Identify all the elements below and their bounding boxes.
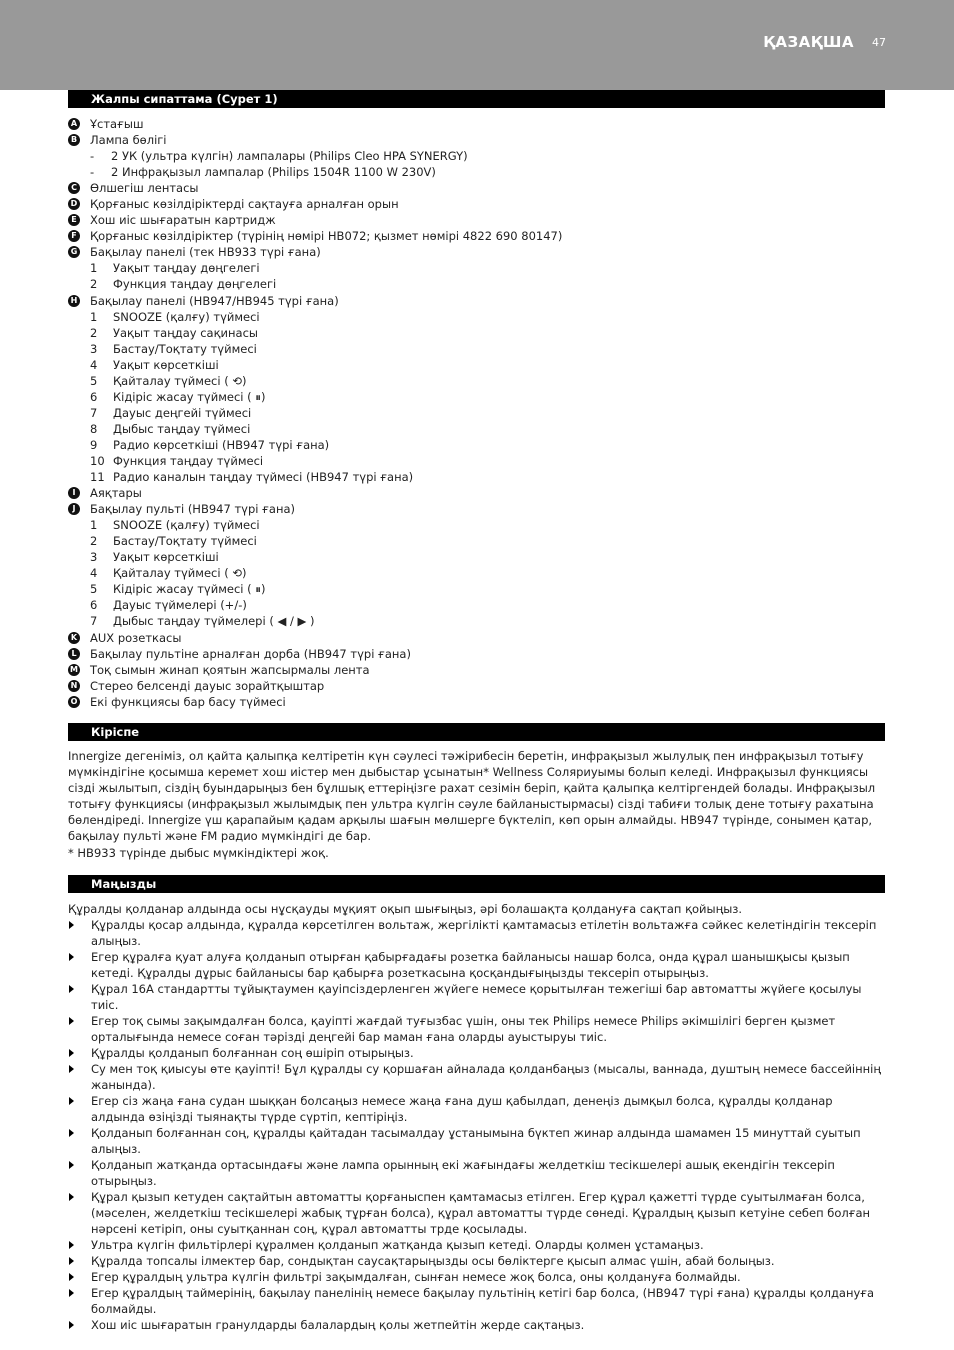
section-heading-important: Маңызды — [68, 875, 885, 893]
item-letter-badge: A — [68, 118, 80, 130]
bullet-arrow-icon — [69, 1289, 74, 1297]
item-letter-badge: C — [68, 182, 80, 194]
list-item — [68, 212, 888, 228]
list-item — [68, 421, 888, 437]
item-text: Қорғаныс көзілдіріктерді сақтауға арналған орын — [90, 197, 399, 212]
sub-item-text: 2 Инфрақызыл лампалар (Philips 1504R 1100 W 230V) — [111, 165, 436, 180]
bullet-text: Құралды қолданып болғаннан соң өшіріп отырыңыз. — [91, 1046, 414, 1060]
item-number: 3 — [90, 341, 98, 356]
warning-bullet — [68, 1269, 888, 1285]
item-text: Бақылау панелі (тек HB933 түрі ғана) — [90, 245, 321, 260]
item-number: 1 — [90, 518, 98, 533]
warning-bullet — [68, 1045, 888, 1061]
sub-item-text: Функция таңдау түймесі — [113, 453, 264, 468]
bullet-text: Қолданып болғаннан соң, құралды қайтадан тасымалдау ұстанымына бүктеп жинар алдында шамамен 15 минуттай суытып алыңыз. — [91, 1126, 861, 1156]
list-item — [68, 373, 888, 389]
warning-bullet — [68, 1157, 888, 1189]
sub-item-text: Дауыс деңгейі түймесі — [113, 405, 252, 420]
list-item — [68, 164, 888, 180]
list-item — [68, 646, 888, 662]
list-item — [68, 533, 888, 549]
sub-item-text: Бастау/Тоқтату түймесі — [113, 534, 257, 549]
item-number: 10 — [90, 453, 105, 468]
sub-item-text: Уақыт көрсеткіші — [113, 357, 219, 372]
intro-paragraph: Innergize дегеніміз, ол қайта қалыпқа келтіретін күн сәулесі тәжірибесін беретін, инфрақызыл жылулық пен инфрақызыл тотығу мүмкіндігіне қосымша керемет хош иістер мен дыбыстар ұсынатын* Wellness Соляриуымы болып келеді. Инфрақызыл функциясы сізді жылытып, сіздің буындарыңыз бен бұлшық еттеріңізге рахат сезімін беріп, қайта қалыпқа келтіргендей болады. Инфрақызыл тотығу функциясы (инфрақызыл жылымдық пен ультра күлгін сәуле байланыстырмасы) сізді табиғи толық дене тотығу рахатына бөлендіреді. Innergize үш қарапайым қадам арқылы шағын мөлшерге бүктеліп, көп орын алмайды. HB947 түрінде, сонымен қатар, бақылау пульті және FM радио мүмкіндігі де бар. — [68, 749, 876, 844]
list-item — [68, 501, 888, 517]
bullet-text: Егер сіз жаңа ғана судан шыққан болсаңыз немесе жаңа ғана душ қабылдап, денеңіз дымқыл болса, құралды қолданар алдында өзіңізді тыянақты түрде сүртіп, кептіріңіз. — [91, 1094, 833, 1124]
bullet-arrow-icon — [69, 1065, 74, 1073]
warning-bullet — [68, 1061, 888, 1093]
bullet-text: Құрал қызып кетуден сақтайтын автоматты қорғаныспен қамтамасыз етілген. Егер құрал қажетті түрде суытылмаған болса, (мәселен, желдеткіш тесікшелері жабық тұрған болса), құрал автоматты түрде сөнеді. Құралдың қызып кетуіне себеп болған нәрсені кетіріп, оны суытқаннан соң, құрал автоматты трде қосылады. — [91, 1190, 871, 1236]
item-text: Лампа бөлігі — [90, 133, 167, 148]
warning-bullet — [68, 981, 888, 1013]
intro-footnote: * HB933 түрінде дыбыс мүмкіндіктері жоқ. — [68, 845, 329, 860]
bullet-text: Су мен тоқ қиысуы өте қауіпті! Бұл құралды су қоршаған айналада қолданбаңыз (мысалы, ваннада, душтың немесе бассейіннің жанында). — [91, 1062, 881, 1092]
warning-bullet — [68, 1237, 888, 1253]
warning-bullet — [68, 1253, 888, 1269]
item-text: Бақылау панелі (HB947/HB945 түрі ғана) — [90, 293, 339, 308]
item-number: 11 — [90, 470, 105, 485]
list-item — [68, 678, 888, 694]
bullet-arrow-icon — [69, 1193, 74, 1201]
sub-item-text: Қайталау түймесі ( ⟲) — [113, 566, 247, 581]
sub-item-text: Дыбыс таңдау түймелері ( ◀ / ▶ ) — [113, 614, 315, 629]
bullet-arrow-icon — [69, 953, 74, 961]
bullet-arrow-icon — [69, 985, 74, 993]
warning-bullet — [68, 1125, 888, 1157]
item-letter-badge: G — [68, 246, 80, 258]
header-bar — [0, 0, 954, 90]
sub-item-text: SNOOZE (қалғу) түймесі — [113, 518, 260, 533]
item-letter-badge: B — [68, 134, 80, 146]
item-number: 5 — [90, 373, 98, 388]
list-item — [68, 597, 888, 613]
list-item — [68, 309, 888, 325]
item-text: Тоқ сымын жинап қоятын жапсырмалы лента — [90, 662, 370, 677]
sub-item-text: Кідіріс жасау түймесі ( ⏸) — [113, 389, 266, 404]
list-item — [68, 549, 888, 565]
item-letter-badge: O — [68, 696, 80, 708]
item-number: 1 — [90, 309, 98, 324]
bullet-arrow-icon — [69, 1097, 74, 1105]
item-number: 3 — [90, 550, 98, 565]
item-text: AUX розеткасы — [90, 630, 182, 645]
page-number: 47 — [872, 36, 886, 49]
list-item — [68, 613, 888, 629]
list-item — [68, 581, 888, 597]
sub-item-text: Дыбыс таңдау түймесі — [113, 421, 251, 436]
list-item — [68, 341, 888, 357]
list-item — [68, 694, 888, 710]
item-number: 6 — [90, 389, 98, 404]
bullet-text: Егер тоқ сымы зақымдалған болса, қауіпті жағдай туғызбас үшін, оны тек Philips немесе Philips әкімшілігі берген қызмет орталығында немесе соған тәрізді деңгейі бар маман ғана оларды ауыстыруы тиіс. — [91, 1014, 836, 1044]
sub-item-text: 2 УК (ультра күлгін) лампалары (Philips Cleo HPA SYNERGY) — [111, 149, 468, 164]
item-text: Екі функциясы бар басу түймесі — [90, 694, 286, 709]
important-bullet-list — [68, 917, 888, 1333]
sub-item-text: Уақыт көрсеткіші — [113, 550, 219, 565]
dash-marker: - — [90, 149, 95, 164]
list-item — [68, 630, 888, 646]
item-letter-badge: L — [68, 648, 80, 660]
warning-bullet — [68, 949, 888, 981]
sub-item-text: Кідіріс жасау түймесі ( ⏸) — [113, 582, 266, 597]
general-description-list — [68, 116, 888, 710]
item-text: Стерео белсенді дауыс зорайтқыштар — [90, 678, 325, 693]
sub-item-text: Радио каналын таңдау түймесі (HB947 түрі ғана) — [113, 470, 414, 485]
list-item — [68, 517, 888, 533]
item-text: Аяқтары — [90, 486, 142, 501]
sub-item-text: Қайталау түймесі ( ⟲) — [113, 373, 247, 388]
warning-bullet — [68, 917, 888, 949]
item-number: 4 — [90, 357, 98, 372]
sub-item-text: Радио көрсеткіші (HB947 түрі ғана) — [113, 437, 330, 452]
item-text: Хош иіс шығаратын картридж — [90, 213, 276, 228]
list-item — [68, 389, 888, 405]
list-item — [68, 132, 888, 148]
sub-item-text: SNOOZE (қалғу) түймесі — [113, 309, 260, 324]
list-item — [68, 180, 888, 196]
warning-bullet — [68, 1285, 888, 1317]
item-letter-badge: J — [68, 503, 80, 515]
important-intro: Құралды қолданар алдында осы нұсқауды мұқият оқып шығыңыз, әрі болашақта қолдануға сақтап қойыңыз. — [68, 902, 743, 916]
warning-bullet — [68, 1189, 888, 1237]
section-heading-intro: Кіріспе — [68, 723, 885, 741]
item-number: 5 — [90, 582, 98, 597]
bullet-arrow-icon — [69, 921, 74, 929]
bullet-arrow-icon — [69, 1017, 74, 1025]
warning-bullet — [68, 1317, 888, 1333]
list-item — [68, 116, 888, 132]
list-item — [68, 453, 888, 469]
language-label: ҚАЗАҚША — [763, 33, 854, 51]
warning-bullet — [68, 1013, 888, 1045]
item-number: 6 — [90, 598, 98, 613]
bullet-arrow-icon — [69, 1257, 74, 1265]
item-text: Бақылау пульті (HB947 түрі ғана) — [90, 502, 295, 517]
item-number: 8 — [90, 421, 98, 436]
item-text: Өлшегіш лентасы — [90, 181, 199, 196]
bullet-text: Құрал 16А стандартты тұйықтаумен қауіпсіздерленген жүйеге немесе қорытылған тежегіші бар автоматты жүйеге қосылуы тиіс. — [91, 982, 862, 1012]
item-number: 7 — [90, 614, 98, 629]
warning-bullet — [68, 1093, 888, 1125]
list-item — [68, 469, 888, 485]
list-item — [68, 196, 888, 212]
item-number: 9 — [90, 437, 98, 452]
list-item — [68, 148, 888, 164]
bullet-arrow-icon — [69, 1321, 74, 1329]
bullet-text: Егер құралға қуат алуға қолданып отырған қабырғадағы розетка байланысы нашар болса, онда құрал шанышқысы қызып кетеді. Құралды дұрыс байланысы бар қабырға розеткасына қосқандығыңызды тексеріп отырыңыз. — [91, 950, 850, 980]
item-letter-badge: I — [68, 487, 80, 499]
bullet-text: Егер құралдың таймерінің, бақылау панелінің немесе бақылау пультінің кетігі бар болса, (HB947 түрі ғана) құралды қолдануға болмайды. — [91, 1286, 875, 1316]
list-item — [68, 437, 888, 453]
list-item — [68, 405, 888, 421]
list-item — [68, 293, 888, 309]
bullet-text: Ультра күлгін фильтірлері құралмен қолданып жатқанда қызып кетеді. Оларды қолмен ұстамаңыз. — [91, 1238, 704, 1252]
item-letter-badge: M — [68, 664, 80, 676]
item-number: 7 — [90, 405, 98, 420]
bullet-text: Құралды қосар алдында, құралда көрсетілген вольтаж, жергілікті қамтамасыз етілетін вольтажға сәйкес келетіндігін тексеріп алыңыз. — [91, 918, 877, 948]
item-letter-badge: D — [68, 198, 80, 210]
list-item — [68, 244, 888, 260]
list-item — [68, 485, 888, 501]
list-item — [68, 662, 888, 678]
bullet-text: Құралда топсалы ілмектер бар, сондықтан саусақтарыңызды осы бөліктерге қысып алмас үшін, абай болыңыз. — [91, 1254, 775, 1268]
item-number: 2 — [90, 325, 98, 340]
list-item — [68, 260, 888, 276]
item-text: Ұстағыш — [90, 117, 144, 131]
bullet-text: Қолданып жатқанда ортасындағы және лампа орынның екі жағындағы желдеткіш тесікшелері ашық екендігін тексеріп отырыңыз. — [91, 1158, 835, 1188]
item-letter-badge: E — [68, 214, 80, 226]
intro-body — [68, 748, 888, 861]
item-number: 2 — [90, 534, 98, 549]
sub-item-text: Бастау/Тоқтату түймесі — [113, 341, 257, 356]
item-text: Бақылау пультіне арналған дорба (HB947 түрі ғана) — [90, 646, 411, 661]
list-item — [68, 325, 888, 341]
bullet-text: Егер құралдың ультра күлгін фильтрі зақымдалған, сынған немесе жоқ болса, оны қолдануға болмайды. — [91, 1270, 741, 1284]
list-item — [68, 228, 888, 244]
dash-marker: - — [90, 165, 95, 180]
list-item — [68, 276, 888, 292]
bullet-arrow-icon — [69, 1161, 74, 1169]
bullet-arrow-icon — [69, 1273, 74, 1281]
sub-item-text: Дауыс түймелері (+/-) — [113, 598, 247, 613]
item-number: 1 — [90, 261, 98, 276]
item-letter-badge: K — [68, 632, 80, 644]
sub-item-text: Уақыт таңдау сақинасы — [113, 325, 258, 340]
bullet-arrow-icon — [69, 1241, 74, 1249]
bullet-text: Хош иіс шығаратын гранулдарды балалардың қолы жетпейтін жерде сақтаңыз. — [91, 1318, 585, 1332]
section-heading-general: Жалпы сипаттама (Сурет 1) — [68, 90, 885, 108]
item-text: Қорғаныс көзілдіріктер (түрінің нөмірі HB072; қызмет нөмірі 4822 690 80147) — [90, 229, 563, 244]
list-item — [68, 565, 888, 581]
item-number: 4 — [90, 566, 98, 581]
item-letter-badge: F — [68, 230, 80, 242]
item-letter-badge: N — [68, 680, 80, 692]
item-letter-badge: H — [68, 295, 80, 307]
bullet-arrow-icon — [69, 1129, 74, 1137]
bullet-arrow-icon — [69, 1049, 74, 1057]
item-number: 2 — [90, 277, 98, 292]
sub-item-text: Уақыт таңдау дөңгелегі — [113, 261, 260, 276]
list-item — [68, 357, 888, 373]
sub-item-text: Функция таңдау дөңгелегі — [113, 277, 277, 292]
